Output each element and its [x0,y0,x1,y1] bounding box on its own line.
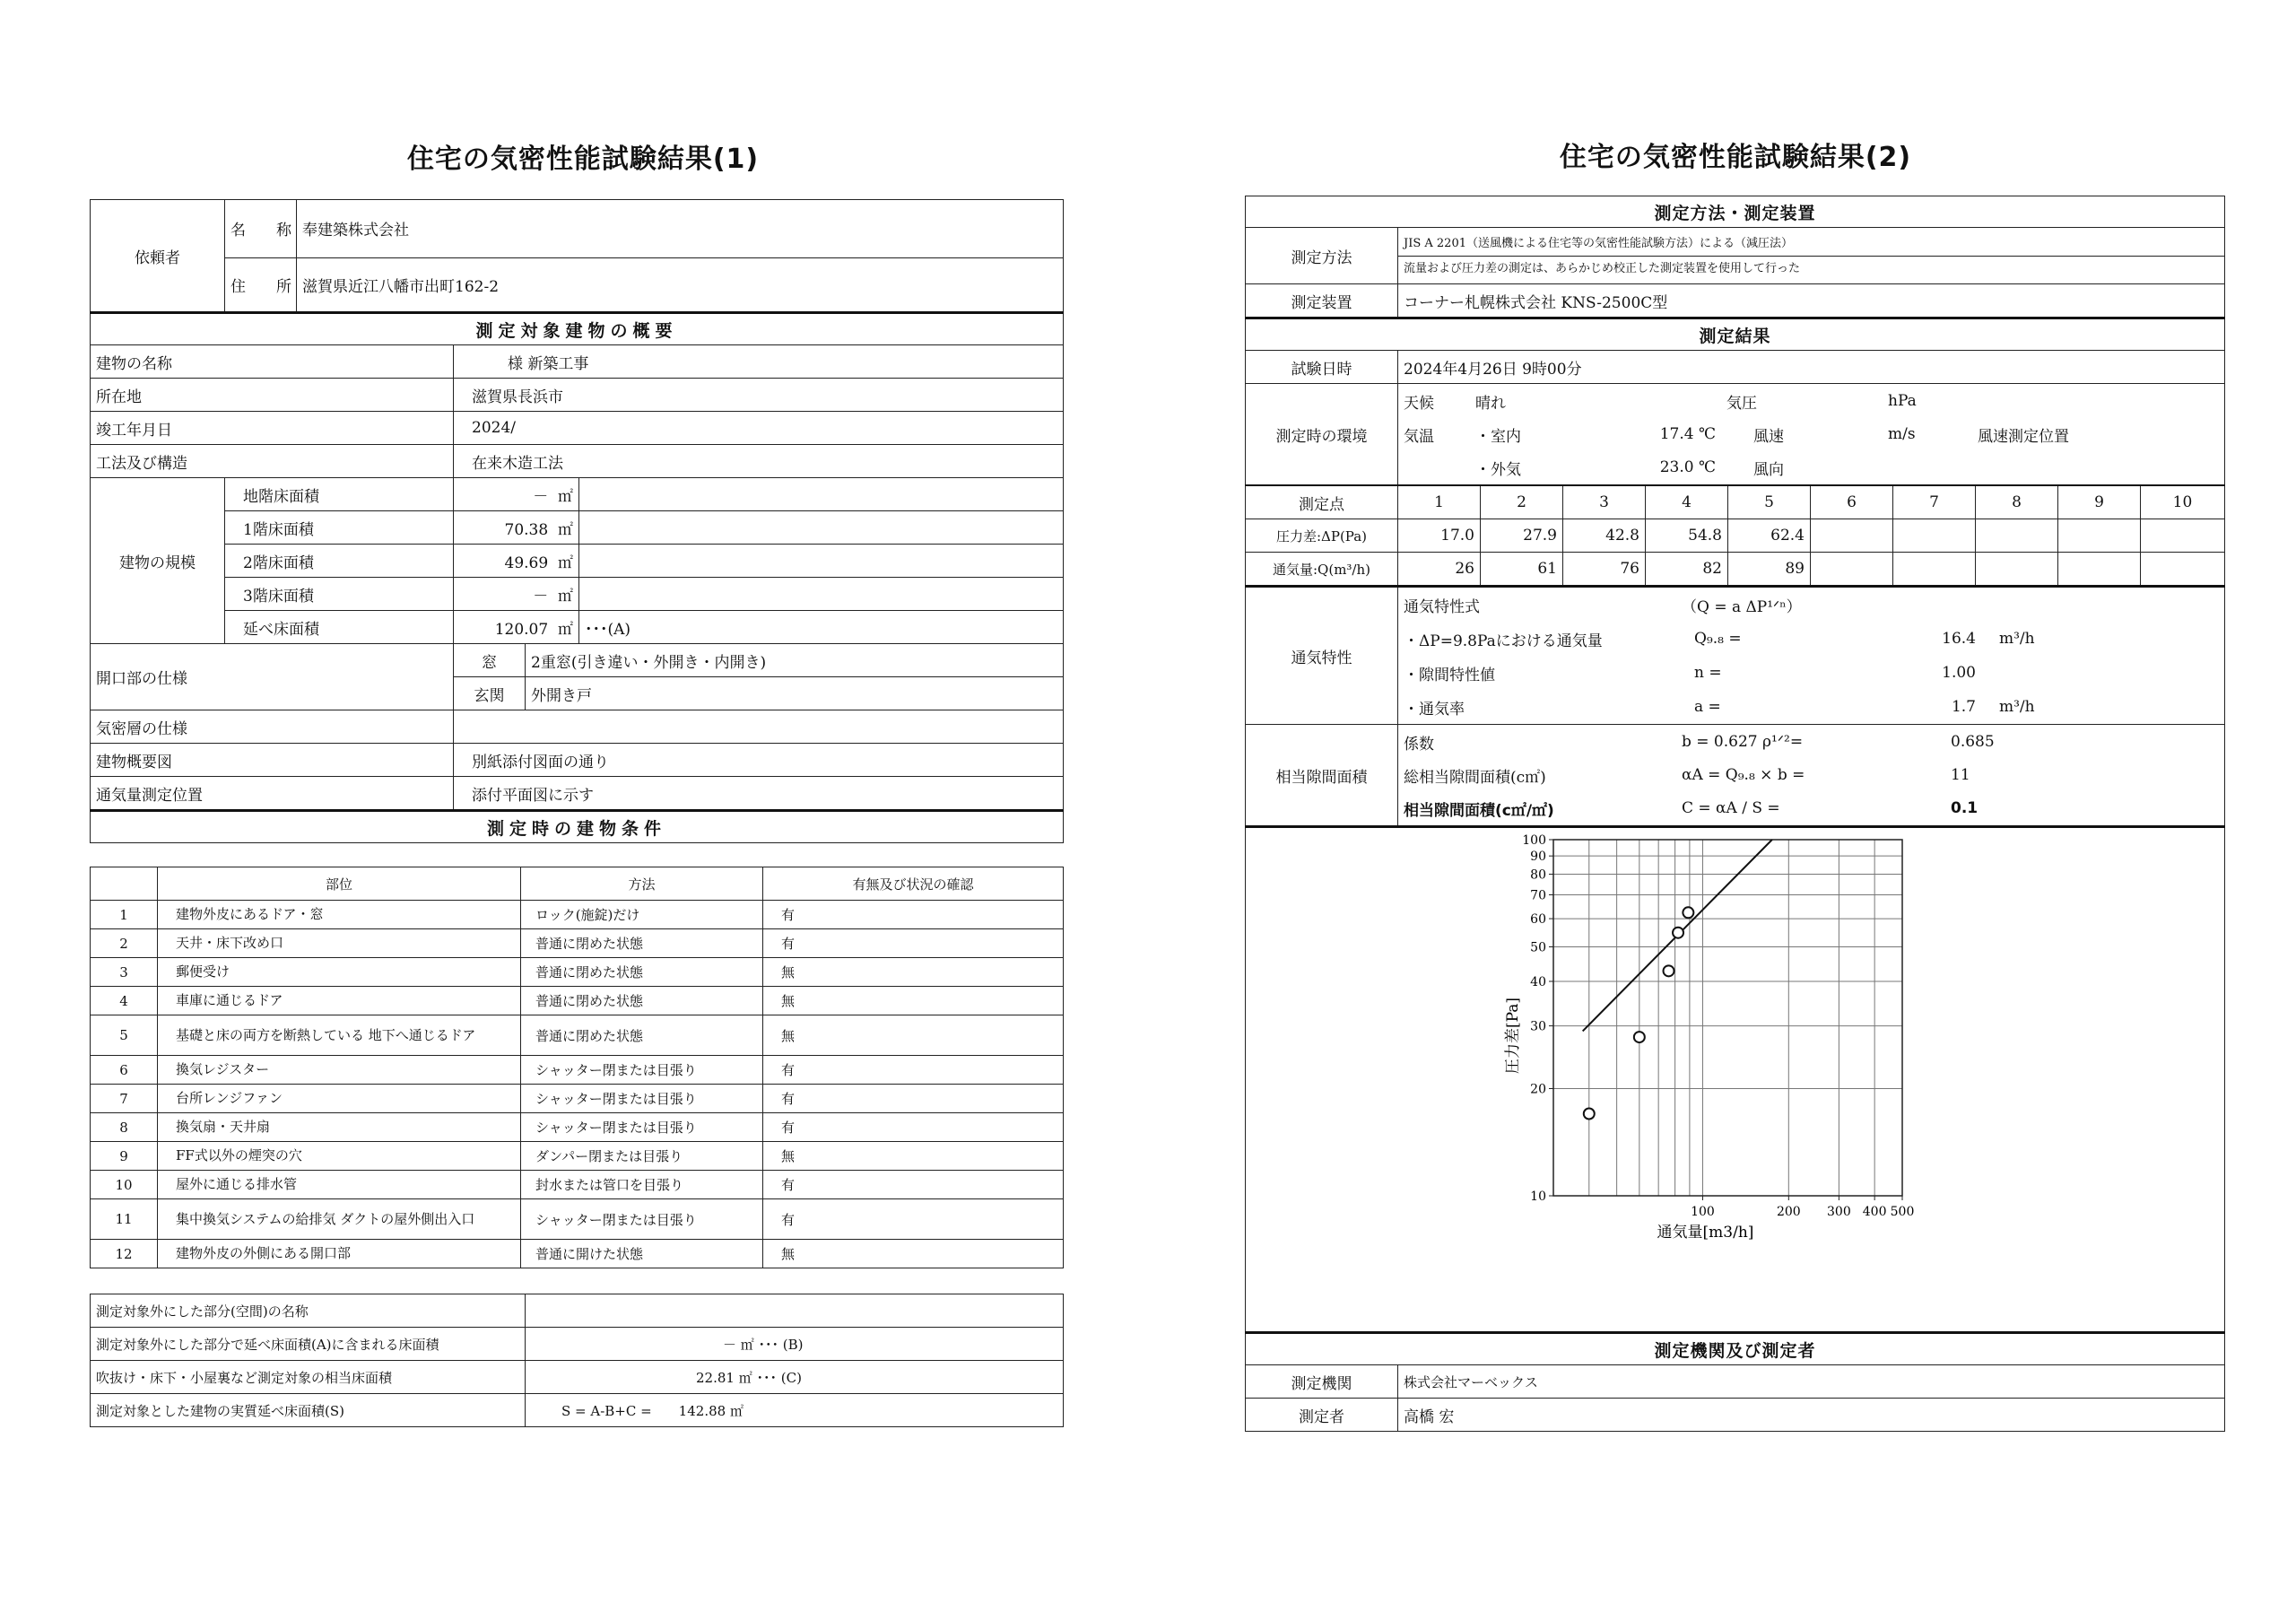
conditions-row-part: 基礎と床の両方を断熱している 地下へ通じるドア [158,1015,521,1056]
point-cell: 10 [2141,485,2225,519]
q-cell: 76 [1563,553,1646,587]
conditions-row-no: 5 [91,1015,158,1056]
char-row-unit: m³/h [1999,630,2035,648]
conditions-row-no: 12 [91,1240,158,1268]
char-row-label: 通気特性式 [1404,597,1480,616]
point-cell: 7 [1893,485,1976,519]
conditions-row-status: 無 [763,958,1064,987]
scale-row-note [579,545,1064,578]
chart-data-point [1673,928,1683,938]
conditions-row [91,1199,1064,1240]
outdoor-value: 23.0 ℃ [1659,458,1716,476]
org-value: 株式会社マーベックス [1398,1365,2225,1399]
conditions-row-status: 有 [763,929,1064,958]
overview-label-2: 竣工年月日 [91,412,454,445]
chart-y-tick-label: 100 [1522,833,1546,848]
conditions-row-status: 有 [763,1056,1064,1085]
chart-y-tick-label: 80 [1530,867,1546,883]
conditions-row-part: 天井・床下改め口 [158,929,521,958]
wind-dir-label: 風向 [1753,460,1784,479]
indoor-label: ・室内 [1475,427,1521,446]
scale-row-note [579,511,1064,545]
gap-block [1398,725,2225,827]
conditions-row-no: 10 [91,1171,158,1199]
conditions-row [91,929,1064,958]
point-cell: 2 [1481,485,1563,519]
point-cell: 6 [1811,485,1893,519]
method-line1: JIS A 2201（送風機による住宅等の気密性能試験方法）による（減圧法） [1398,235,2224,257]
char-row-value: 1.7 [1951,698,1976,716]
chart-y-tick-label: 50 [1530,940,1546,955]
conditions-row-method: 普通に開けた状態 [521,1240,763,1268]
chart-y-tick-label: 90 [1530,850,1546,865]
conditions-row-status: 有 [763,1199,1064,1240]
conditions-row-status: 有 [763,901,1064,929]
conditions-row-part: 郵便受け [158,958,521,987]
conditions-row-method: シャッター閉または目張り [521,1199,763,1240]
scale-row-value: － ㎡ [454,578,579,611]
env-label: 測定時の環境 [1246,384,1398,486]
method-value [1398,228,2225,284]
dp-cell: 54.8 [1646,519,1728,553]
chart-x-tick-label: 400 [1862,1205,1887,1219]
chart-x-tick-label: 300 [1827,1205,1851,1219]
char-row-sym: （Q = a ΔP¹ᐟⁿ） [1682,597,1802,616]
conditions-header-part: 部位 [158,867,521,901]
char-row-value: 16.4 [1942,630,1976,648]
scale-label: 建物の規模 [91,478,225,644]
conditions-row-no: 1 [91,901,158,929]
pressure-unit: hPa [1888,392,1917,410]
overview2-label-0: 気密層の仕様 [91,710,454,744]
summary-value-1: － ㎡ ･･･ (B) [526,1328,1064,1361]
overview-value-1: 滋賀県長浜市 [454,379,1064,412]
conditions-row-method: ダンパー閉または目張り [521,1142,763,1171]
opening-label: 開口部の仕様 [91,644,454,710]
q-cell [1976,553,2058,587]
conditions-summary [90,1294,1064,1427]
chart-y-tick-label: 30 [1530,1019,1546,1034]
conditions-row-method: 普通に閉めた状態 [521,929,763,958]
summary-label-1: 測定対象外にした部分で延べ床面積(A)に含まれる床面積 [91,1328,526,1361]
method-heading: 測定方法・測定装置 [1246,196,2225,228]
point-cell: 4 [1646,485,1728,519]
weather-value: 晴れ [1475,394,1506,413]
conditions-row-status: 有 [763,1171,1064,1199]
weather-label: 天候 [1404,394,1434,413]
q-cell [2141,553,2225,587]
conditions-row [91,958,1064,987]
char-label: 通気特性 [1246,587,1398,725]
env-block [1398,384,2225,486]
chart-x-tick-label: 500 [1890,1205,1915,1219]
org-heading: 測定機関及び測定者 [1246,1333,2225,1365]
char-row-value: 1.00 [1942,664,1976,682]
chart-x-tick-label: 200 [1776,1205,1801,1219]
q-cell: 82 [1646,553,1728,587]
conditions-table [90,867,1064,1268]
scale-row-label: 3階床面積 [225,578,454,611]
conditions-row-method: 普通に閉めた状態 [521,958,763,987]
gap-row-value: 0.1 [1951,799,1979,817]
char-row-unit [1981,656,2225,690]
dp-cell [2141,519,2225,553]
conditions-row [91,1113,1064,1142]
chart-y-tick-label: 20 [1530,1082,1546,1097]
char-row-label: ・通気率 [1404,700,1465,719]
conditions-row-part: 車庫に通じるドア [158,987,521,1015]
conditions-row-no: 3 [91,958,158,987]
gap-row-label: 総相当隙間面積(c㎡) [1404,768,1546,787]
conditions-row-method: ロック(施錠)だけ [521,901,763,929]
conditions-row-part: FF式以外の煙突の穴 [158,1142,521,1171]
dp-cell [2058,519,2141,553]
conditions-row-no: 7 [91,1085,158,1113]
conditions-header-status: 有無及び状況の確認 [763,867,1064,901]
point-cell: 8 [1976,485,2058,519]
dp-cell [1976,519,2058,553]
dp-label: 圧力差:ΔP(Pa) [1246,519,1398,553]
chart-data-point [1683,907,1693,918]
conditions-row [91,1142,1064,1171]
dp-cell: 17.0 [1398,519,1481,553]
scale-row-label: 延べ床面積 [225,611,454,644]
scale-row-note [579,578,1064,611]
chart-y-tick-label: 60 [1530,912,1546,928]
q-cell: 89 [1728,553,1811,587]
conditions-row-method: 普通に閉めた状態 [521,987,763,1015]
conditions-row [91,1085,1064,1113]
method-label: 測定方法 [1246,228,1398,284]
chart-data-point [1664,965,1674,976]
conditions-row [91,901,1064,929]
pressure-flow-chart [1246,828,2223,1327]
char-row-sym: Q₉.₈ = [1694,630,1742,648]
client-name-label: 名 称 [225,200,297,258]
temp-label: 気温 [1404,427,1434,446]
chart-x-axis-label: 通気量[m3/h] [1657,1224,1754,1242]
opening-window-value: 2重窓(引き違い・外開き・内開き) [526,644,1064,677]
dp-cell: 62.4 [1728,519,1811,553]
method-line2: 流量および圧力差の測定は、あらかじめ校正した測定装置を使用して行った [1404,261,1801,275]
outdoor-label: ・外気 [1475,460,1521,479]
q-cell [1811,553,1893,587]
gap-row-sym: αA = Q₉.₈ × b = [1682,766,1805,784]
overview-heading: 測定対象建物の概要 [91,313,1064,345]
device-value: コーナー札幌株式会社 KNS-2500C型 [1398,284,2225,318]
char-row-sym: a = [1694,698,1721,716]
device-label: 測定装置 [1246,284,1398,318]
person-label: 測定者 [1246,1399,1398,1432]
dp-cell: 27.9 [1481,519,1563,553]
scale-row-value: 49.69 ㎡ [454,545,579,578]
dp-cell: 42.8 [1563,519,1646,553]
gap-label: 相当隙間面積 [1246,725,1398,827]
char-row-sym: n = [1694,664,1722,682]
scale-row-label: 2階床面積 [225,545,454,578]
overview2-label-1: 建物概要図 [91,744,454,777]
conditions-header-method: 方法 [521,867,763,901]
gap-row-label: 相当隙間面積(c㎡/㎡) [1404,801,1554,820]
dp-cell [1811,519,1893,553]
char-row-label: ・隙間特性値 [1404,666,1495,684]
point-cell: 3 [1563,485,1646,519]
conditions-row-status: 無 [763,987,1064,1015]
conditions-row-no: 11 [91,1199,158,1240]
conditions-row-no: 9 [91,1142,158,1171]
char-row-unit: m³/h [1999,698,2035,716]
conditions-row-no: 2 [91,929,158,958]
points-label: 測定点 [1246,485,1398,519]
wind-label: 風速 [1753,427,1784,446]
person-value: 高橋 宏 [1398,1399,2225,1432]
page2-title: 住宅の気密性能試験結果(2) [1559,142,1912,173]
conditions-row-method: シャッター閉または目張り [521,1085,763,1113]
org-label: 測定機関 [1246,1365,1398,1399]
conditions-row [91,1015,1064,1056]
scale-row-label: 1階床面積 [225,511,454,545]
conditions-heading: 測定時の建物条件 [91,811,1064,843]
q-cell: 26 [1398,553,1481,587]
conditions-row [91,1240,1064,1268]
result-heading: 測定結果 [1246,318,2225,351]
chart-y-axis-label: 圧力差[Pa] [1504,997,1522,1075]
gap-row-sym: b = 0.627 ρ¹ᐟ²= [1682,733,1804,751]
conditions-row [91,1056,1064,1085]
conditions-row-method: 封水または管口を目張り [521,1171,763,1199]
chart-y-tick-label: 10 [1530,1190,1546,1204]
client-address-label: 住 所 [225,257,297,312]
overview-label-1: 所在地 [91,379,454,412]
wind-pos-label: 風速測定位置 [1978,427,2069,446]
conditions-row-no: 6 [91,1056,158,1085]
dp-cell [1893,519,1976,553]
chart-data-point [1634,1032,1645,1042]
date-value: 2024年4月26日 9時00分 [1398,351,2225,384]
conditions-row-method: シャッター閉または目張り [521,1113,763,1142]
chart-y-tick-label: 70 [1530,888,1546,903]
overview2-value-1: 別紙添付図面の通り [454,744,1064,777]
conditions-row [91,1171,1064,1199]
overview2-value-2: 添付平面図に示す [454,777,1064,811]
conditions-row-method: 普通に閉めた状態 [521,1015,763,1056]
gap-row-sym: C = αA / S = [1682,799,1780,817]
opening-window-label: 窓 [454,644,526,677]
conditions-row-part: 換気扇・天井扇 [158,1113,521,1142]
conditions-row-no: 4 [91,987,158,1015]
gap-row-label: 係数 [1404,735,1434,754]
summary-value-2: 22.81 ㎡ ･･･ (C) [526,1361,1064,1394]
q-label: 通気量:Q(m³/h) [1246,553,1398,587]
summary-value-0 [526,1294,1064,1328]
conditions-row-status: 無 [763,1142,1064,1171]
conditions-row-part: 集中換気システムの給排気 ダクトの屋外側出入口 [158,1199,521,1240]
conditions-row-status: 有 [763,1085,1064,1113]
conditions-row [91,987,1064,1015]
chart-x-tick-label: 100 [1691,1205,1715,1219]
overview-value-0: 様 新築工事 [454,345,1064,379]
conditions-row-part: 建物外皮の外側にある開口部 [158,1240,521,1268]
page1-title: 住宅の気密性能試験結果(1) [406,144,760,175]
q-cell [2058,553,2141,587]
overview2-value-0 [454,710,1064,744]
summary-label-3: 測定対象とした建物の実質延べ床面積(S) [91,1394,526,1427]
q-cell [1893,553,1976,587]
opening-entrance-label: 玄関 [454,677,526,710]
gap-row-value: 0.685 [1951,733,1995,751]
char-row-label: ・ΔP=9.8Paにおける通気量 [1404,632,1603,650]
page2-form [1245,196,2225,1432]
point-cell: 5 [1728,485,1811,519]
pressure-label: 気圧 [1726,394,1757,413]
client-address: 滋賀県近江八幡市出町162-2 [297,257,1064,312]
conditions-row-status: 無 [763,1240,1064,1268]
conditions-row-status: 有 [763,1113,1064,1142]
overview-label-0: 建物の名称 [91,345,454,379]
indoor-value: 17.4 ℃ [1659,425,1716,443]
overview-label-3: 工法及び構造 [91,445,454,478]
overview-value-2: 2024/ [454,412,1064,445]
chart-plot-frame [1553,840,1902,1196]
scale-row-value: － ㎡ [454,478,579,511]
client-label: 依頼者 [91,200,225,313]
scale-row-value: 70.38 ㎡ [454,511,579,545]
date-label: 試験日時 [1246,351,1398,384]
point-cell: 9 [2058,485,2141,519]
char-block [1398,587,2225,725]
scale-row-note: ･･･(A) [579,611,1064,644]
conditions-row-part: 換気レジスター [158,1056,521,1085]
wind-unit: m/s [1888,425,1916,443]
scale-row-label: 地階床面積 [225,478,454,511]
conditions-row-no: 8 [91,1113,158,1142]
overview-value-3: 在来木造工法 [454,445,1064,478]
conditions-row-part: 台所レンジファン [158,1085,521,1113]
page1-form [90,199,1064,843]
opening-entrance-value: 外開き戸 [526,677,1064,710]
overview2-label-2: 通気量測定位置 [91,777,454,811]
summary-value-3: S = A-B+C = 142.88 ㎡ [526,1394,1064,1427]
chart-data-point [1584,1109,1595,1120]
client-name: 奉建築株式会社 [297,200,1064,258]
q-cell: 61 [1481,553,1563,587]
summary-label-2: 吹抜け・床下・小屋裏など測定対象の相当床面積 [91,1361,526,1394]
scale-row-note [579,478,1064,511]
conditions-row-method: シャッター閉または目張り [521,1056,763,1085]
point-cell: 1 [1398,485,1481,519]
conditions-row-part: 屋外に通じる排水管 [158,1171,521,1199]
conditions-row-status: 無 [763,1015,1064,1056]
conditions-row-part: 建物外皮にあるドア・窓 [158,901,521,929]
chart-y-tick-label: 40 [1530,974,1546,989]
scale-row-value: 120.07 ㎡ [454,611,579,644]
summary-label-0: 測定対象外にした部分(空間)の名称 [91,1294,526,1328]
gap-row-value: 11 [1951,766,1970,784]
chart-cell [1246,827,2225,1333]
